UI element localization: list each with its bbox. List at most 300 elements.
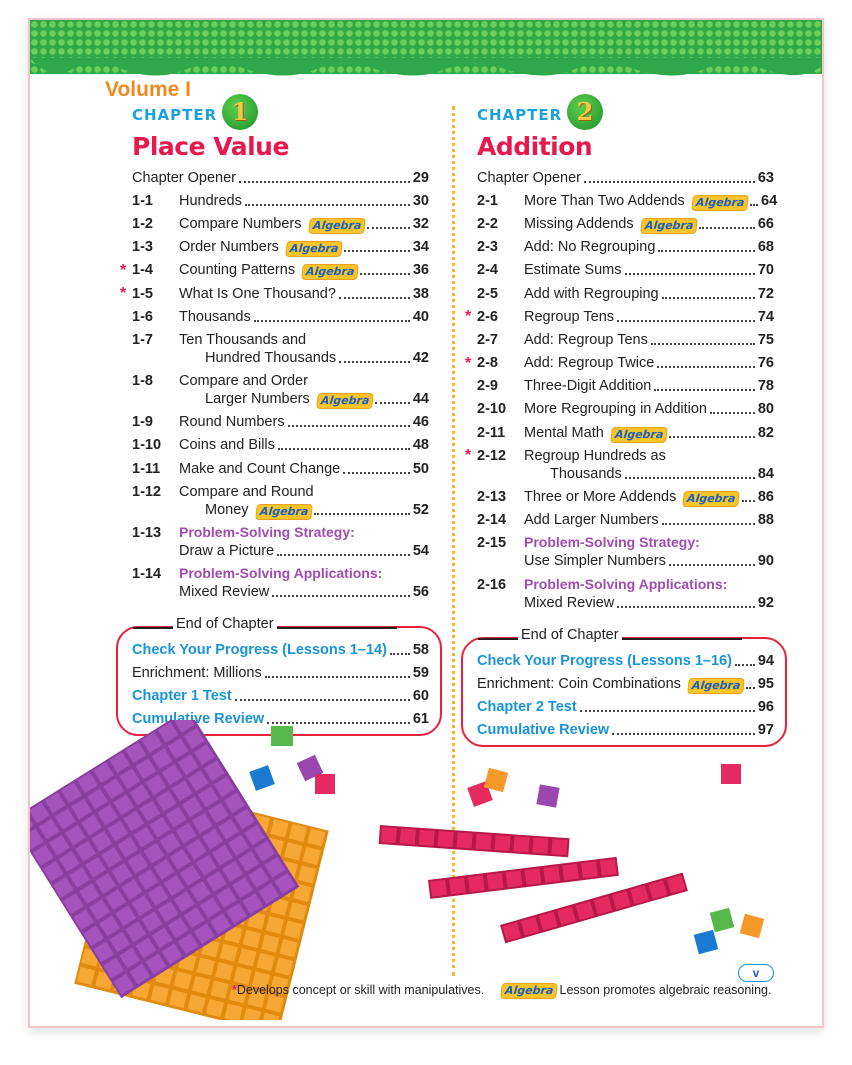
lesson-title-line [179,460,429,478]
entry-label: Chapter 2 Test [477,698,577,715]
star-icon: * [232,983,237,997]
algebra-badge-icon: Algebra [641,219,697,233]
lesson-title-text: Missing Addends [524,215,634,232]
algebra-badge-icon: Algebra [302,265,358,279]
lesson-title-block [524,331,774,349]
lesson-title-line [524,354,774,372]
toc-entry[interactable] [132,189,429,212]
lesson-title-block [179,215,429,233]
dot-leader [288,425,410,427]
lesson-number: 2-8 [477,355,498,372]
lesson-title-text: Thousands [550,465,622,482]
dot-leader [742,500,755,502]
lesson-title-block [524,447,774,483]
star-note: Develops concept or skill with manipulatives. [236,983,485,997]
lesson-title-line [524,465,774,483]
algebra-badge-icon: Algebra [286,242,342,256]
toc-entry[interactable] [477,212,774,235]
pink-unit-cube [315,774,335,794]
page-number: 32 [412,215,429,232]
dot-leader [662,523,755,525]
end-of-chapter-entry[interactable] [477,649,774,672]
lesson-title-line [179,192,429,210]
lesson-title-text: Chapter Opener [132,169,236,186]
lesson-title-text: Estimate Sums [524,262,622,279]
toc-entry[interactable] [477,398,774,421]
dot-leader [277,554,410,556]
algebra-badge-icon: Algebra [501,984,557,998]
dot-leader [669,564,755,566]
page-number: 30 [412,192,429,209]
chapter-1-label: CHAPTER [132,106,218,124]
page-number: 90 [757,553,774,570]
lesson-title-line [524,215,774,233]
dot-leader [265,676,410,678]
entry-label: Check Your Progress (Lessons 1–16) [477,652,732,669]
star-icon: * [465,354,472,372]
end-of-chapter-entry[interactable] [132,661,429,684]
lesson-number: 2-2 [477,215,498,232]
chapter-1-lessons [120,166,429,604]
lesson-title-text: Add: Regroup Tens [524,331,648,348]
algebra-note: Lesson promotes algebraic reasoning. [559,983,772,997]
lesson-title-line [179,524,429,542]
dot-leader [344,250,410,252]
dot-leader [580,710,755,712]
entry-line [477,652,774,670]
lesson-number: 2-16 [477,576,507,593]
page-number: 68 [757,239,774,256]
lesson-title-line [524,308,774,326]
lesson-title-text: Mental Math [524,424,604,441]
toc-entry[interactable] [477,532,774,573]
lesson-number: 2-12 [477,447,507,464]
entry-label: Chapter 1 Test [132,687,232,704]
page-number: 88 [757,512,774,529]
lesson-number: 1-8 [132,373,153,390]
toc-entry[interactable] [132,434,429,457]
entry-label: Check Your Progress (Lessons 1–14) [132,641,387,658]
page-number: 97 [757,722,774,739]
lesson-title-line [132,169,429,187]
end-of-chapter-label: End of Chapter [173,616,277,632]
page-number: 42 [412,349,429,366]
page-number: 36 [412,262,429,279]
lesson-title-text: Compare and Round [179,483,314,500]
lesson-title-line [524,261,774,279]
lesson-title-block [179,413,429,431]
dot-leader [584,181,755,183]
lesson-title-block [477,169,774,187]
lesson-title-text: Compare Numbers [179,215,302,232]
algebra-badge-icon: Algebra [692,196,748,210]
dot-leader [654,389,755,391]
star-icon: * [465,447,472,465]
entry-label: Enrichment: Millions [132,664,262,681]
toc-entry[interactable] [477,509,774,532]
toc-entry[interactable] [120,259,429,282]
page-number: 60 [412,687,429,704]
lesson-title-line [524,576,774,594]
lesson-title-line [524,331,774,349]
lesson-title-text: Mixed Review [524,594,615,611]
toc-entry[interactable] [132,166,429,189]
toc-entry[interactable] [132,411,429,434]
purple-unit-cube [536,784,559,807]
page-number: 80 [757,401,774,418]
lesson-title-block [179,460,429,478]
lesson-title-text: Problem-Solving Applications: [524,575,728,592]
toc-entry[interactable] [477,282,774,305]
algebra-badge-icon: Algebra [688,679,744,693]
lesson-number: 1-5 [132,285,153,302]
lesson-title-block [132,169,429,187]
page-number: 94 [757,652,774,669]
dot-leader [669,436,755,438]
lesson-title-block [179,261,429,279]
toc-entry[interactable] [132,305,429,328]
lesson-number: 1-4 [132,262,153,279]
lesson-title-block [179,308,429,326]
toc-entry[interactable] [477,328,774,351]
dot-leader [278,448,410,450]
entry-line [132,641,429,659]
lesson-title-line [524,511,774,529]
lesson-number: 1-14 [132,566,162,583]
dot-leader [750,204,758,206]
lesson-title-text: Round Numbers [179,414,285,431]
lesson-title-line [524,424,774,442]
lesson-title-line [179,583,429,601]
toc-entry[interactable] [132,236,429,259]
page-number: 52 [412,501,429,518]
dot-leader [625,273,755,275]
lesson-title-text: Thousands [179,308,251,325]
lesson-title-text: Coins and Bills [179,437,275,454]
page-number: 44 [412,391,429,408]
algebra-badge-icon: Algebra [684,492,740,506]
algebra-badge-icon: Algebra [256,505,312,519]
lesson-title-line [524,377,774,395]
footer-legend [232,983,771,998]
base-ten-blocks-illustration [30,720,824,1020]
entry-line [132,687,429,705]
dot-leader [254,320,410,322]
lesson-number: 2-5 [477,285,498,302]
lesson-title-text: Regroup Tens [524,308,615,325]
lesson-title-text: Add with Regrouping [524,285,659,302]
lesson-title-line [524,400,774,418]
lesson-title-line [179,285,429,303]
lesson-number: 2-4 [477,262,498,279]
lesson-number: 2-14 [477,512,507,529]
lesson-title-block [524,285,774,303]
toc-entry[interactable] [132,457,429,480]
lesson-title-line [524,552,774,570]
page-number: 29 [412,169,429,186]
page-number: 86 [757,489,774,506]
page-number: 34 [412,239,429,256]
lesson-title-block [179,483,429,519]
dot-leader [390,653,410,655]
lesson-title-text: Hundred Thousands [205,349,337,366]
lesson-title-block [524,215,774,233]
star-icon: * [120,261,127,279]
lesson-number: 2-9 [477,378,498,395]
lesson-title-line [179,215,429,233]
lesson-number: 2-1 [477,192,498,209]
algebra-badge-icon: Algebra [309,219,365,233]
dot-leader [239,181,410,183]
toc-entry[interactable] [132,521,429,562]
end-of-chapter-entry[interactable] [477,672,774,695]
lesson-title-block [179,372,429,408]
dot-leader [662,297,755,299]
page-number: 58 [412,641,429,658]
lesson-number: 2-10 [477,401,507,418]
chapter-2-badge: 2 [567,94,603,130]
lesson-title-text: More Regrouping in Addition [524,401,707,418]
lesson-number: 1-9 [132,414,153,431]
lesson-title-text: Draw a Picture [179,543,275,560]
lesson-title-line [179,308,429,326]
toc-entry[interactable] [465,305,774,328]
lesson-title-block [524,511,774,529]
lesson-number: 2-7 [477,331,498,348]
lesson-title-line [179,413,429,431]
lesson-title-line [179,542,429,560]
page-number: 48 [412,437,429,454]
blue-unit-cube [249,765,275,791]
lesson-number: 1-6 [132,308,153,325]
lesson-number: 2-15 [477,535,507,552]
page-number: 54 [412,543,429,560]
lesson-title-block [524,424,774,442]
dot-leader [272,595,410,597]
page-number: 95 [757,675,774,692]
toc-entry[interactable] [477,236,774,259]
chapter-2-lessons [465,166,778,614]
page-number: 46 [412,414,429,431]
lesson-title-line [179,483,429,501]
toc-entry[interactable] [132,328,429,369]
end-of-chapter-entry[interactable] [477,695,774,718]
lesson-title-line [179,436,429,454]
entry-line [477,698,774,716]
entry-line [477,675,774,693]
lesson-title-text: Counting Patterns [179,262,296,279]
orange-unit-cube [740,914,764,938]
page-number: 66 [757,215,774,232]
page-number: 82 [757,424,774,441]
lesson-title-block [179,285,429,303]
dot-leader [375,402,410,404]
lesson-title-text: Hundreds [179,192,242,209]
lesson-title-block [179,524,429,560]
chapter-1-title: Place Value [132,132,289,161]
page-number: v [738,964,774,982]
lesson-title-block [524,261,774,279]
lesson-title-block [179,238,429,256]
lesson-title-line [524,192,778,210]
lesson-title-text: Add Larger Numbers [524,512,659,529]
lesson-title-text: Compare and Order [179,373,308,390]
lesson-title-line [179,501,429,519]
lesson-number: 1-3 [132,239,153,256]
lesson-title-line [524,285,774,303]
lesson-number: 1-12 [132,483,162,500]
lesson-title-text: Larger Numbers [205,391,310,408]
page-number: 56 [412,584,429,601]
lesson-number: 1-1 [132,192,153,209]
lesson-title-line [179,565,429,583]
lesson-title-line [179,238,429,256]
page-number: 70 [757,262,774,279]
page-number: 38 [412,285,429,302]
page-number: 84 [757,465,774,482]
lesson-number: 2-3 [477,239,498,256]
lesson-title-line [179,372,429,390]
algebra-badge-icon: Algebra [317,394,373,408]
dot-leader [339,361,410,363]
lesson-title-line [179,331,429,349]
lesson-title-text: More Than Two Addends [524,192,685,209]
lesson-number: 2-6 [477,308,498,325]
dot-leader [245,204,410,206]
toc-entry[interactable] [132,212,429,235]
lesson-title-text: Mixed Review [179,584,270,601]
page-number: 61 [412,711,429,728]
pink-unit-cube [721,764,741,784]
lesson-title-text: Regroup Hundreds as [524,447,666,464]
lesson-title-line [524,238,774,256]
toc-entry[interactable] [477,485,774,508]
dot-leader [314,513,410,515]
lesson-title-text: Make and Count Change [179,460,341,477]
toc-entry[interactable] [477,189,778,212]
lesson-title-text: Three or More Addends [524,489,677,506]
lesson-title-block [179,331,429,367]
star-icon: * [120,284,127,302]
algebra-badge-icon: Algebra [611,428,667,442]
dot-leader [367,227,410,229]
dot-leader [343,472,410,474]
lesson-title-block [524,238,774,256]
toc-sheet [28,18,824,1028]
chapter-2-label: CHAPTER [477,106,563,124]
lesson-title-text: Ten Thousands and [179,331,307,348]
toc-entry[interactable] [477,259,774,282]
lesson-title-text: Order Numbers [179,239,279,256]
lesson-title-block [524,576,774,612]
dot-leader [699,227,755,229]
lesson-title-block [179,436,429,454]
lesson-title-line [179,261,429,279]
end-of-chapter-entry[interactable] [132,684,429,707]
lesson-title-text: Money [205,501,249,518]
dot-leader [657,366,755,368]
toc-entry[interactable] [477,573,774,614]
dot-leader [360,273,409,275]
toc-entry[interactable] [477,166,774,189]
lesson-title-line [179,390,429,408]
green-unit-cube [710,908,734,932]
star-icon: * [465,308,472,326]
page-number: 64 [761,192,778,209]
pink-ten-rod [428,857,619,899]
dot-leader [617,606,755,608]
lesson-title-line [524,534,774,552]
lesson-title-text: Problem-Solving Applications: [179,565,383,582]
dot-leader [339,297,410,299]
page-number: 40 [412,308,429,325]
green-unit-cube [271,726,293,746]
dot-leader [625,477,755,479]
page-number: 75 [757,331,774,348]
lesson-title-line [524,447,774,465]
page-number: 59 [412,664,429,681]
lesson-title-block [524,354,774,372]
blue-unit-cube [694,930,718,954]
toc-entry[interactable] [132,370,429,411]
lesson-title-text: Three-Digit Addition [524,378,652,395]
toc-entry[interactable] [132,480,429,521]
dot-leader [658,250,754,252]
entry-line [132,664,429,682]
entry-label: Cumulative Review [132,711,265,728]
lesson-title-block [524,400,774,418]
dot-leader [651,343,755,345]
lesson-title-text: Chapter Opener [477,169,581,186]
toc-entry[interactable] [132,563,429,604]
lesson-number: 1-11 [132,460,161,477]
lesson-title-line [524,594,774,612]
lesson-title-line [477,169,774,187]
lesson-title-line [524,488,774,506]
lesson-number: 2-13 [477,489,507,506]
lesson-title-line [179,349,429,367]
end-of-chapter-entry[interactable] [132,638,429,661]
toc-entry[interactable] [477,375,774,398]
toc-entry[interactable] [477,421,774,444]
lesson-title-block [524,308,774,326]
entry-label: Enrichment: Coin Combinations [477,675,681,692]
pink-ten-rod [379,825,570,857]
volume-title: Volume I [105,78,191,101]
end-of-chapter-label: End of Chapter [518,627,622,643]
dot-leader [710,412,755,414]
lesson-title-text: What Is One Thousand? [179,285,336,302]
page-number: 63 [757,169,774,186]
lesson-title-text: Problem-Solving Strategy: [524,534,700,551]
page-number: 96 [757,698,774,715]
toc-entry[interactable] [465,444,774,485]
page-number: 72 [757,285,774,302]
page-number: 74 [757,308,774,325]
lesson-number: 1-13 [132,525,162,542]
chapter-1-badge: 1 [222,94,258,130]
page-number: 92 [757,594,774,611]
toc-entry[interactable] [120,282,429,305]
toc-entry[interactable] [465,352,774,375]
lesson-title-text: Add: Regroup Twice [524,355,655,372]
lesson-title-block [524,488,774,506]
lesson-number: 1-2 [132,215,153,232]
lesson-title-block [179,192,429,210]
lesson-title-text: Add: No Regrouping [524,239,656,256]
dot-leader [746,687,755,689]
lesson-title-block [524,192,778,210]
